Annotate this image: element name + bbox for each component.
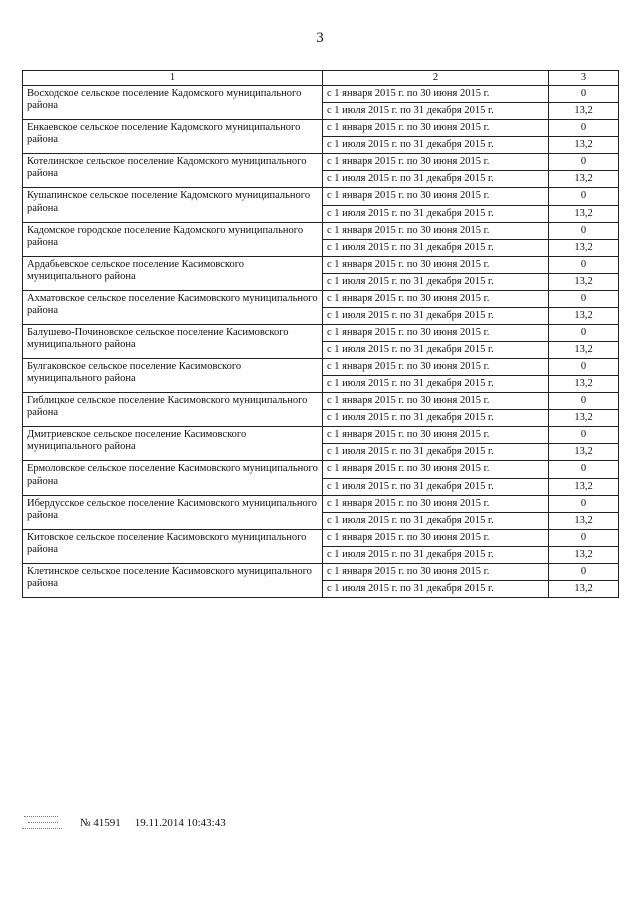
table-body — [23, 86, 619, 598]
rate-value-cell: 13,2 — [549, 444, 619, 461]
period-cell: с 1 июля 2015 г. по 31 декабря 2015 г. — [323, 512, 549, 529]
period-cell: с 1 января 2015 г. по 30 июня 2015 г. — [323, 324, 549, 341]
rate-value-cell: 0 — [549, 290, 619, 307]
period-cell: с 1 января 2015 г. по 30 июня 2015 г. — [323, 290, 549, 307]
document-timestamp: 19.11.2014 10:43:43 — [134, 817, 226, 829]
page-number: 3 — [316, 30, 324, 46]
period-cell: с 1 января 2015 г. по 30 июня 2015 г. — [323, 495, 549, 512]
rate-value-cell: 13,2 — [549, 273, 619, 290]
rate-value-cell: 0 — [549, 120, 619, 137]
period-cell: с 1 января 2015 г. по 30 июня 2015 г. — [323, 256, 549, 273]
period-cell: с 1 июля 2015 г. по 31 декабря 2015 г. — [323, 410, 549, 427]
document-id: № 41591 — [80, 817, 121, 829]
rate-value-cell: 0 — [549, 427, 619, 444]
settlement-name: Балушево-Починовское сельское поселение Касимовского муниципального района — [23, 324, 323, 358]
settlement-name: Енкаевское сельское поселение Кадомского муниципального района — [23, 120, 323, 154]
rate-value-cell: 0 — [549, 222, 619, 239]
table-row — [23, 188, 619, 205]
period-cell: с 1 января 2015 г. по 30 июня 2015 г. — [323, 86, 549, 103]
rate-value-cell: 0 — [549, 256, 619, 273]
settlements-table — [22, 70, 619, 598]
period-cell: с 1 января 2015 г. по 30 июня 2015 г. — [323, 359, 549, 376]
rate-value-cell: 0 — [549, 495, 619, 512]
period-cell: с 1 июля 2015 г. по 31 декабря 2015 г. — [323, 171, 549, 188]
settlement-name: Булгаковское сельское поселение Касимовского муниципального района — [23, 359, 323, 393]
column-header-1: 1 — [23, 71, 323, 86]
settlement-name: Ахматовское сельское поселение Касимовского муниципального района — [23, 290, 323, 324]
settlement-name: Дмитриевское сельское поселение Касимовского муниципального района — [23, 427, 323, 461]
rate-value-cell: 13,2 — [549, 137, 619, 154]
rate-value-cell: 13,2 — [549, 103, 619, 120]
registration-stamp — [22, 810, 66, 836]
settlement-name: Китовское сельское поселение Касимовского муниципального района — [23, 529, 323, 563]
settlement-name: Кушапинское сельское поселение Кадомского муниципального района — [23, 188, 323, 222]
table-row — [23, 86, 619, 103]
period-cell: с 1 июля 2015 г. по 31 декабря 2015 г. — [323, 376, 549, 393]
period-cell: с 1 января 2015 г. по 30 июня 2015 г. — [323, 154, 549, 171]
rate-value-cell: 13,2 — [549, 205, 619, 222]
period-cell: с 1 января 2015 г. по 30 июня 2015 г. — [323, 427, 549, 444]
table-row — [23, 154, 619, 171]
table-row — [23, 256, 619, 273]
table-row — [23, 427, 619, 444]
rate-value-cell: 13,2 — [549, 342, 619, 359]
rate-value-cell: 13,2 — [549, 478, 619, 495]
period-cell: с 1 января 2015 г. по 30 июня 2015 г. — [323, 120, 549, 137]
period-cell: с 1 июля 2015 г. по 31 декабря 2015 г. — [323, 137, 549, 154]
settlement-name: Гиблицкое сельское поселение Касимовского муниципального района — [23, 393, 323, 427]
settlement-name: Ардабьевское сельское поселение Касимовского муниципального района — [23, 256, 323, 290]
period-cell: с 1 июля 2015 г. по 31 декабря 2015 г. — [323, 580, 549, 597]
column-header-2: 2 — [323, 71, 549, 86]
table-row — [23, 563, 619, 580]
table-row — [23, 222, 619, 239]
period-cell: с 1 июля 2015 г. по 31 декабря 2015 г. — [323, 239, 549, 256]
table-row — [23, 324, 619, 341]
period-cell: с 1 января 2015 г. по 30 июня 2015 г. — [323, 461, 549, 478]
period-cell: с 1 января 2015 г. по 30 июня 2015 г. — [323, 188, 549, 205]
settlement-name: Клетинское сельское поселение Касимовского муниципального района — [23, 563, 323, 597]
column-header-3: 3 — [549, 71, 619, 86]
rate-value-cell: 0 — [549, 154, 619, 171]
table-row — [23, 290, 619, 307]
rate-value-cell: 0 — [549, 461, 619, 478]
settlement-name: Котелинское сельское поселение Кадомского муниципального района — [23, 154, 323, 188]
table-row — [23, 461, 619, 478]
period-cell: с 1 июля 2015 г. по 31 декабря 2015 г. — [323, 205, 549, 222]
settlement-name: Ермоловское сельское поселение Касимовского муниципального района — [23, 461, 323, 495]
period-cell: с 1 июля 2015 г. по 31 декабря 2015 г. — [323, 307, 549, 324]
rate-value-cell: 13,2 — [549, 410, 619, 427]
table-row — [23, 393, 619, 410]
period-cell: с 1 января 2015 г. по 30 июня 2015 г. — [323, 529, 549, 546]
settlement-name: Кадомское городское поселение Кадомского муниципального района — [23, 222, 323, 256]
rate-value-cell: 0 — [549, 359, 619, 376]
rate-value-cell: 13,2 — [549, 376, 619, 393]
rate-value-cell: 0 — [549, 188, 619, 205]
period-cell: с 1 января 2015 г. по 30 июня 2015 г. — [323, 563, 549, 580]
table-row — [23, 529, 619, 546]
rate-value-cell: 0 — [549, 393, 619, 410]
rate-value-cell: 0 — [549, 324, 619, 341]
rate-value-cell: 0 — [549, 563, 619, 580]
rate-value-cell: 13,2 — [549, 512, 619, 529]
rate-value-cell: 13,2 — [549, 239, 619, 256]
table-row — [23, 495, 619, 512]
rate-value-cell: 13,2 — [549, 307, 619, 324]
document-footer — [22, 810, 226, 836]
table-row — [23, 359, 619, 376]
settlement-name: Ибердусское сельское поселение Касимовского муниципального района — [23, 495, 323, 529]
period-cell: с 1 июля 2015 г. по 31 декабря 2015 г. — [323, 103, 549, 120]
period-cell: с 1 июля 2015 г. по 31 декабря 2015 г. — [323, 444, 549, 461]
rate-value-cell: 0 — [549, 529, 619, 546]
period-cell: с 1 июля 2015 г. по 31 декабря 2015 г. — [323, 342, 549, 359]
rate-value-cell: 0 — [549, 86, 619, 103]
table-row — [23, 120, 619, 137]
rate-value-cell: 13,2 — [549, 171, 619, 188]
table-header-row — [23, 71, 619, 86]
period-cell: с 1 января 2015 г. по 30 июня 2015 г. — [323, 222, 549, 239]
rate-value-cell: 13,2 — [549, 580, 619, 597]
period-cell: с 1 июля 2015 г. по 31 декабря 2015 г. — [323, 546, 549, 563]
period-cell: с 1 июля 2015 г. по 31 декабря 2015 г. — [323, 478, 549, 495]
settlement-name: Восходское сельское поселение Кадомского муниципального района — [23, 86, 323, 120]
period-cell: с 1 июля 2015 г. по 31 декабря 2015 г. — [323, 273, 549, 290]
rate-value-cell: 13,2 — [549, 546, 619, 563]
period-cell: с 1 января 2015 г. по 30 июня 2015 г. — [323, 393, 549, 410]
